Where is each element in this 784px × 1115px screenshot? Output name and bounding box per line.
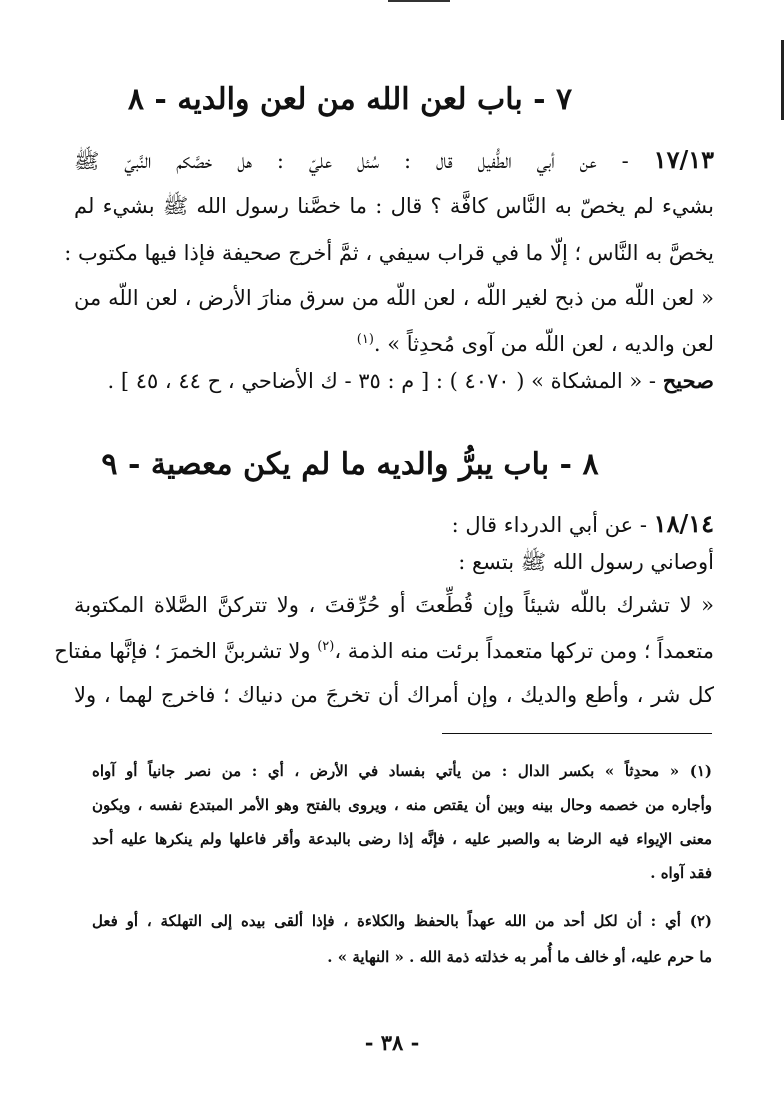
footnote-2-line-2: ما حرم عليه، أو خالف ما أُمر به خذلته ذمة الله . « النهاية » . [327,948,712,966]
footnote-ref-1: (١) [356,332,374,347]
page-number: - ٣٨ - [364,1030,420,1055]
footnote-2-line-1: (٢) أي : أن لكل أحد من الله عهداً بالحفظ والكلاءة ، فإذا ألقى بيده إلى التهلكة ، أو فعل [92,912,712,930]
hadith-18-text-4b: ولا تشربنَّ الخمرَ ؛ فإنَّها مفتاح [54,639,311,663]
footnote-1-line-4: فقد آواه . [650,864,712,882]
chapter-8-heading: ٨ - باب يبرُّ والديه ما لم يكن معصية - ٩ [101,447,599,482]
hadith-18-line-1 [74,509,714,538]
hadith-18-text-1: - عن أبي الدرداء قال : [451,513,647,537]
hadith-18-line-4 [54,639,714,663]
footnote-ref-2: (٢) [317,639,335,654]
hadith-17-line-1 [74,145,714,174]
hadith-17-line-3: يخصَّ به النَّاس ؛ إلّا ما في قراب سيفي ، ثمَّ أخرج صحيفة فإذا فيها مكتوب : [64,241,714,265]
grade-label: صحيح [662,368,714,393]
hadith-18-line-2: أوصاني رسول الله ﷺ بتسع : [458,550,714,574]
footnote-1-line-2: وأجاره من خصمه وحال بينه وبين أن يقتص منه ، ويروى بالفتح وهو الأمر المبتدع نفسه ، ويكون [92,796,712,814]
hadith-17-line-5 [74,333,714,355]
hadith-18-text-4a: متعمداً ؛ ومن تركها متعمداً برئت منه الذمة ، [334,639,714,663]
hadith-17-text-5: لعن والديه ، لعن اللّه من آوى مُحدِثاً » . [373,332,714,356]
footnote-separator [442,733,712,734]
hadith-18-number: ١٨/١٤ [653,509,714,538]
hadith-17-text-1: - عن أبي الطُّفيل قال : سُئل عليّ : هل خصَّكم النَّبيّ ﷺ [74,149,629,173]
footnote-1-line-1: (١) « محدِثاً » بكسر الدال : من يأتي بفساد في الأرض ، أي : من نصر جانياً أو آواه [92,762,712,780]
hadith-18-line-5: كل شر ، وأطع والديك ، وإن أمراك أن تخرجَ من دنياك ؛ فاخرج لهما ، ولا [74,683,714,707]
chapter-7-heading: ٧ - باب لعن الله من لعن والديه - ٨ [127,82,573,117]
top-rule [388,0,450,2]
hadith-18-line-3: « لا تشرك باللّه شيئاً وإن قُطِّعتَ أو حُرِّقتَ ، ولا تتركنَّ الصَّلاة المكتوبة [74,593,714,617]
hadith-17-grade [74,370,714,392]
footnote-1-line-3: معنى الإيواء فيه الرضا به والصبر عليه ، فإنَّه إذا رضى بالبدعة وأقر فاعلها ولم ينكرها عليه أحد [92,830,712,848]
hadith-17-number: ١٧/١٣ [653,145,714,174]
hadith-17-line-4: « لعن اللّه من ذبح لغير اللّه ، لعن اللّه من سرق منارَ الأرض ، لعن اللّه من [74,286,714,310]
grade-source: - « المشكاة » ( ٤٠٧٠ ) : [ م : ٣٥ - ك الأضاحي ، ح ٤٤ ، ٤٥ ] . [107,369,657,393]
hadith-17-line-2: بشيء لم يخصّ به النَّاس كافَّة ؟ قال : ما خصَّنا رسول الله ﷺ بشيء لم [74,194,714,218]
